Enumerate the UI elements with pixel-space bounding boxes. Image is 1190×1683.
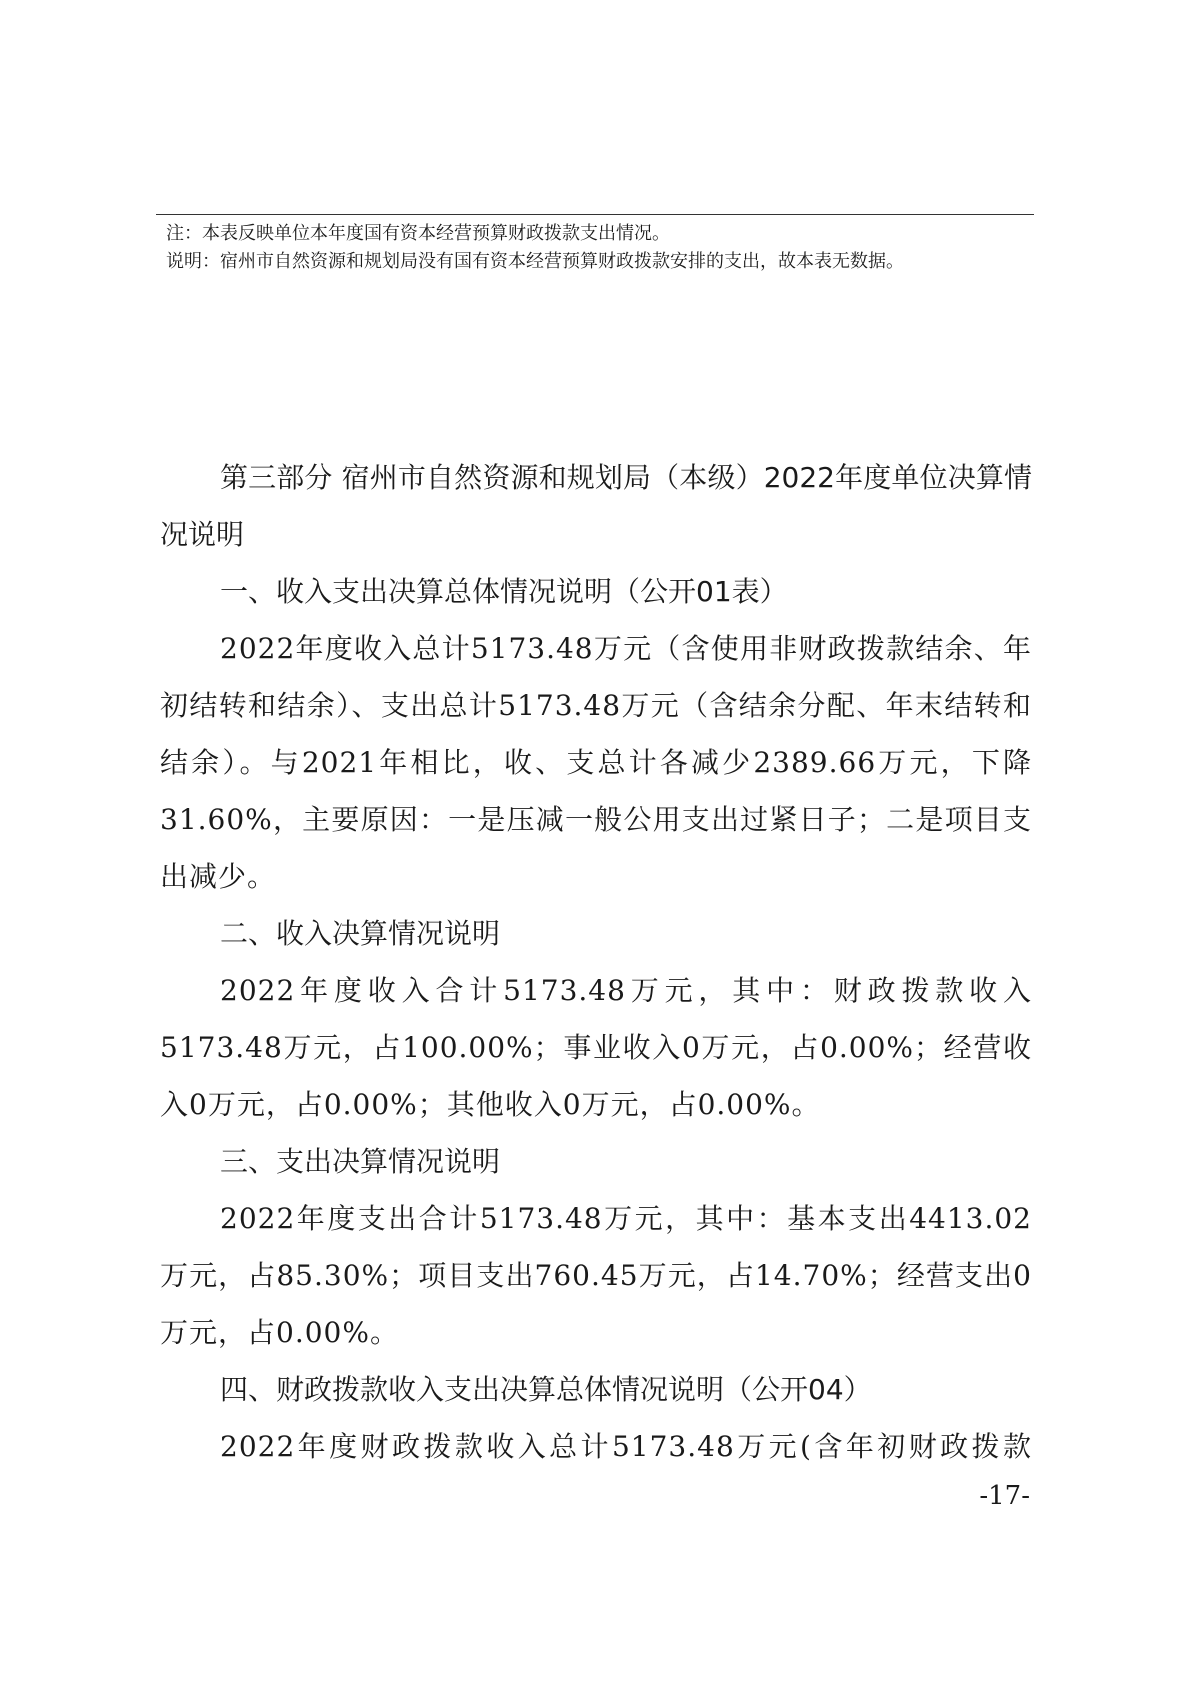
heading-fiscal-appropriation: 四、财政拨款收入支出决算总体情况说明（公开04）: [220, 1373, 872, 1406]
heading-expenditure: 三、支出决算情况说明: [220, 1145, 501, 1178]
paragraph-income: 2022年度收入合计5173.48万元，其中：财政拨款收入5173.48万元，占100.00%；事业收入0万元，占0.00%；经营收入0万元，占0.00%；其他收入0万元，占0.00%。: [160, 974, 1032, 1121]
paragraph-expenditure: 2022年度支出合计5173.48万元，其中：基本支出4413.02万元，占85.30%；项目支出760.45万元，占14.70%；经营支出0万元，占0.00%。: [160, 1202, 1032, 1349]
paragraph-income-expenditure-overview: 2022年度收入总计5173.48万元（含使用非财政拨款结余、年初结转和结余）、支出总计5173.48万元（含结余分配、年末结转和结余）。与2021年相比，收、支总计各减少2389.66万元，下降31.60%，主要原因：一是压减一般公用支出过紧日子；二是项目支出减少。: [160, 632, 1032, 893]
report-body: [160, 449, 1032, 1475]
page-number: -17-: [979, 1481, 1030, 1511]
heading-income-expenditure-overview: 一、收入支出决算总体情况说明（公开01表）: [220, 575, 788, 608]
table-note: 注：本表反映单位本年度国有资本经营预算财政拨款支出情况。: [166, 223, 670, 244]
table-explanation: 说明：宿州市自然资源和规划局没有国有资本经营预算财政拨款安排的支出，故本表无数据。: [166, 251, 904, 272]
part-title: 第三部分 宿州市自然资源和规划局（本级）2022年度单位决算情况说明: [160, 461, 1032, 551]
table-bottom-rule: [156, 214, 1034, 215]
heading-income: 二、收入决算情况说明: [220, 917, 501, 950]
paragraph-fiscal-appropriation: 2022年度财政拨款收入总计5173.48万元(含年初财政拨款: [220, 1430, 1032, 1463]
